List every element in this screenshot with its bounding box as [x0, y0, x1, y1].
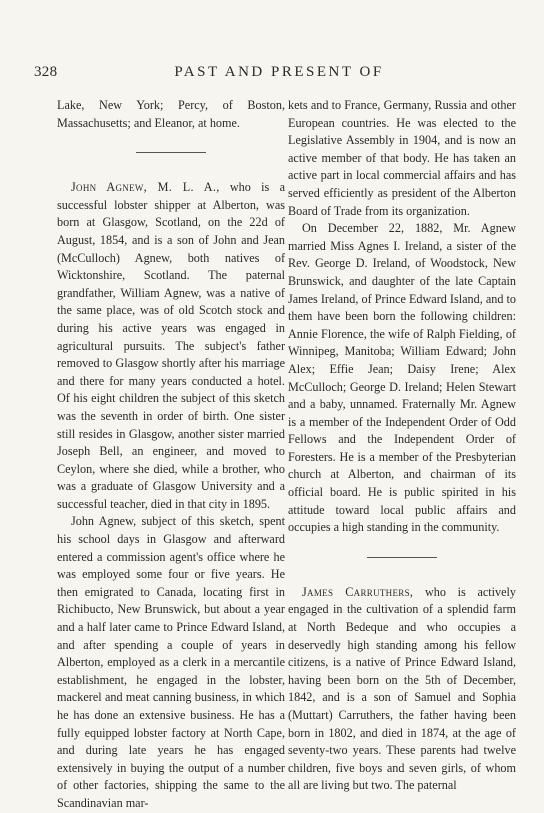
section-divider: [367, 557, 437, 558]
left-column: [57, 97, 285, 813]
right-column: [288, 97, 516, 795]
carruthers-paragraph-1-text: who is actively engaged in the cultivation of a splendid farm at North Bedeque and who occupies a deservedly high standing among his fellow citizens, is a native of Prince Edward Island, having been born on the 5th of December, 1842, and is a son of Samuel and Sophia (Muttart) Carruthers, the father having been born in 1802, and died in 1874, at the age of seventy-two years. These parents had twelve children, five boys and seven girls, of whom all are living but two. The paternal: [288, 584, 517, 793]
page-number: 328: [34, 64, 58, 80]
agnew-paragraph-3: kets and to France, Germany, Russia and other European countries. He was elected to the Legislative Assembly in 1904, and is now an active member of that body. He has taken an active part in local commercial affairs and has served efficiently as president of the Alberton Board of Trade from its organization.: [288, 98, 516, 218]
section-divider: [136, 152, 206, 153]
page-header: [34, 64, 524, 84]
continued-paragraph: Lake, New York; Percy, of Boston, Massachusetts; and Eleanor, at home.: [57, 98, 285, 130]
running-title: PAST AND PRESENT OF: [174, 64, 384, 80]
carruthers-paragraph-1: [288, 584, 516, 795]
agnew-paragraph-4: On December 22, 1882, Mr. Agnew married Miss Agnes I. Ireland, a sister of the Rev. George D. Ireland, of Woodstock, New Brunswick, and daughter of the late Captain James Ireland, of Prince Edward Island, and to them have been born the following children: Annie Florence, the wife of Ralph Fielding, of Winnipeg, Manitoba; William Edward; John Alex; Effie Jean; Daisy Irene; Alex McCulloch; George D. Ireland; Helen Stewart and a baby, unnamed. Fraternally Mr. Agnew is a member of the Independent Order of Odd Fellows and the Independent Order of Foresters. He is a member of the Presbyterian church at Alberton, and chairman of its official board. He is public spirited in his attitude toward local public affairs and occupies a high standing in the community.: [288, 221, 516, 535]
agnew-paragraph-2: John Agnew, subject of this sketch, spent his school days in Glasgow and afterward entered a commission agent's office where he was employed some four or five years. He then emigrated to Canada, locating first in Richibucto, New Brunswick, but about a year and a half later came to Prince Edward Island, and after spending a couple of years in Alberton, employed as a clerk in a mercantile establishment, he engaged in the lobster, mackerel and meat canning business, in which he has done an extensive business. He has a fully equipped lobster factory at North Cape, and during late years he has engaged extensively in buying the output of a number of other factories, shipping the same to the Scandinavian mar-: [57, 514, 285, 810]
carruthers-name: James Carruthers,: [302, 584, 414, 599]
agnew-paragraph-1-text: who is a successful lobster shipper at Alberton, was born at Glasgow, Scotland, on the 22d of August, 1854, and is a son of John and Jean (McCulloch) Agnew, both natives of Wicktonshire, Scotland. The paternal grandfather, William Agnew, was a native of the same place, was of old Scotch stock and during his active years was engaged in agricultural pursuits. The subject's father removed to Glasgow shortly after his marriage and there for many years conducted a hotel. Of his eight children the subject of this sketch was the seventh in order of birth. One sister still resides in Glasgow, another sister married Joseph Bell, an engineer, and moved to Ceylon, where she died, while a brother, who was a graduate of Glasgow University and a successful teacher, died in that city in 1895.: [57, 180, 286, 511]
agnew-name: John Agnew, M. L. A.,: [71, 180, 220, 195]
agnew-paragraph-1: [57, 179, 285, 513]
